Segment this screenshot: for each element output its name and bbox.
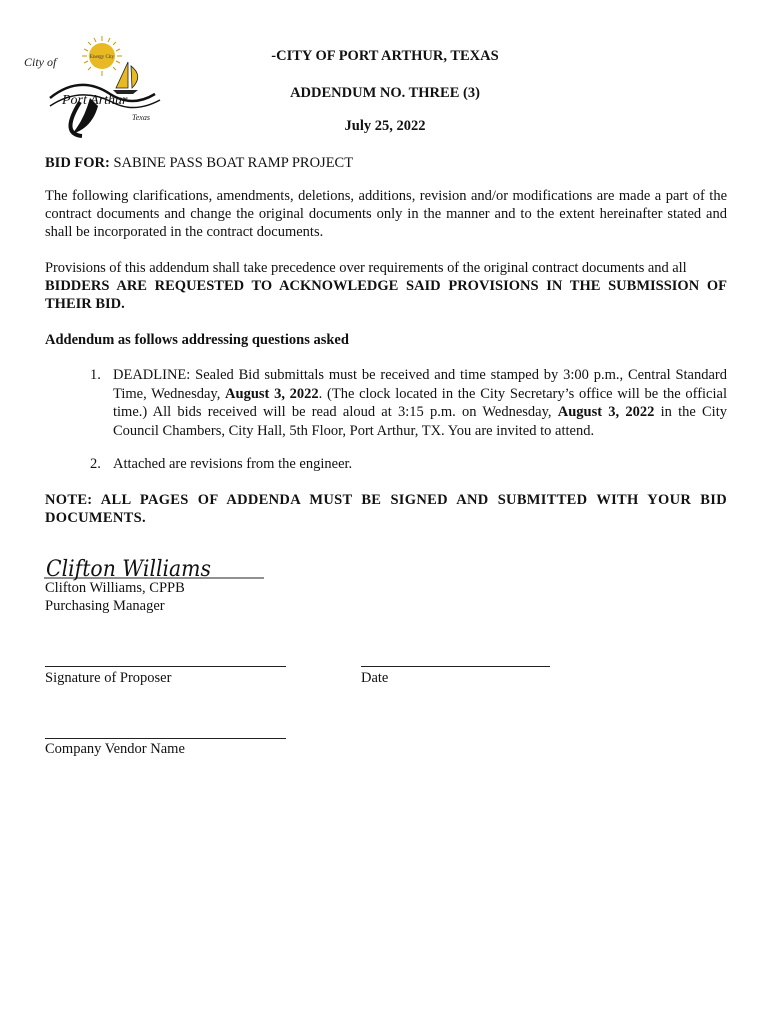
paragraph-provisions: Provisions of this addendum shall take precedence over requirements of the original contract documents and all <box>45 260 687 276</box>
date-label: Date <box>361 670 389 686</box>
item-text-part: . (The clock located in the City Secretary’s office will be the official time.) All bids received will be read aloud at 3:15 p.m. on Wednesday, <box>113 385 727 420</box>
city-logo <box>20 36 190 144</box>
bid-for-value: SABINE PASS BOAT RAMP PROJECT <box>113 155 354 171</box>
logo-text-port-arthur: Port Arthur <box>62 93 128 108</box>
item-deadline-date: August 3, 2022 <box>225 385 319 402</box>
logo-text-city-of: City of <box>24 55 57 69</box>
proposer-signature-line[interactable] <box>45 666 286 667</box>
list-item-number: 2. <box>90 456 101 472</box>
header-addendum: ADDENDUM NO. THREE (3) <box>290 85 480 101</box>
proposer-signature-label: Signature of Proposer <box>45 670 172 686</box>
list-item <box>90 366 728 444</box>
list-item-number: 1. <box>90 367 101 383</box>
logo-text-texas: Texas <box>132 113 150 122</box>
list-item <box>90 455 728 475</box>
paragraph-acknowledge: BIDDERS ARE REQUESTED TO ACKNOWLEDGE SAID PROVISIONS IN THE SUBMISSION OF THEIR BID. <box>45 278 727 312</box>
company-name-label: Company Vendor Name <box>45 741 185 757</box>
bid-for-label: BID FOR: <box>45 155 110 171</box>
signatory-name: Clifton Williams, CPPB <box>45 580 185 596</box>
signature-script: Clifton Williams <box>46 557 211 582</box>
addendum-title: Addendum as follows addressing questions asked <box>45 332 349 348</box>
item-opening-date: August 3, 2022 <box>557 404 655 420</box>
list-item-text <box>113 366 727 440</box>
header-city: -CITY OF PORT ARTHUR, TEXAS <box>271 48 499 64</box>
company-name-line[interactable] <box>45 738 286 739</box>
paragraph-clarifications: The following clarifications, amendments, deletions, additions, revision and/or modifications are made a part of the contract documents and change the original documents only in the manner and to the extent hereinafter stated and shall be incorporated in the contract documents. <box>45 188 727 240</box>
logo-sun-text: Energy City <box>89 55 115 60</box>
signature-image <box>44 548 268 584</box>
item-text-part: DEADLINE: Sealed Bid submittals must be received and time stamped by 3:00 p.m., Central Standard Time, Wednesday, <box>113 367 727 402</box>
header-date: July 25, 2022 <box>344 118 426 134</box>
list-item-text: Attached are revisions from the engineer. <box>113 456 353 472</box>
date-line[interactable] <box>361 666 550 667</box>
signatory-title: Purchasing Manager <box>45 598 165 614</box>
bid-for-line <box>45 154 727 172</box>
item-text-part: in the City Council Chambers, City Hall, 5th Floor, Port Arthur, TX. You are invited to attend. <box>113 404 727 439</box>
note-addenda: NOTE: ALL PAGES OF ADDENDA MUST BE SIGNED AND SUBMITTED WITH YOUR BID DOCUMENTS. <box>45 492 727 526</box>
sailboat-icon <box>113 62 138 94</box>
